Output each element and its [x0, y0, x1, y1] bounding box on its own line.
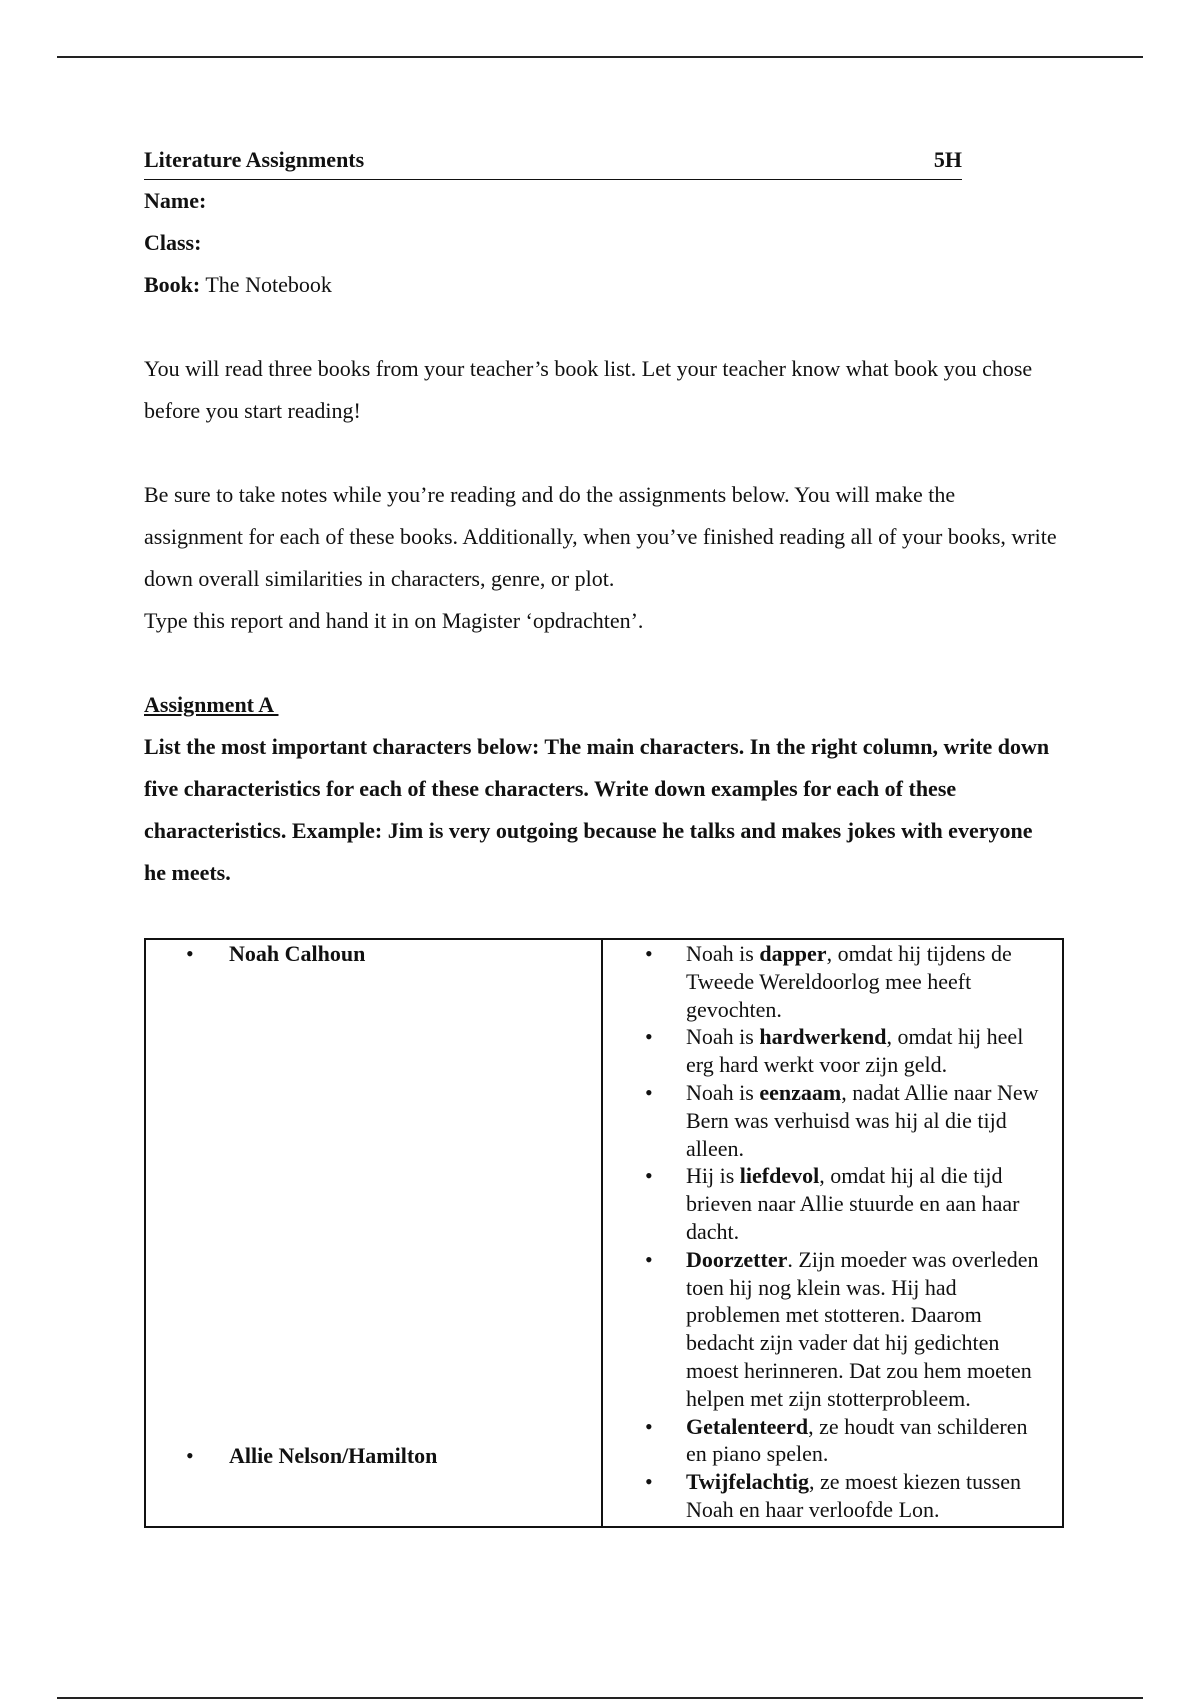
- trait-keyword: hardwerkend: [759, 1024, 887, 1050]
- bullet-icon: •: [645, 941, 653, 966]
- trait-keyword: dapper: [759, 941, 827, 966]
- name-field: Name:: [144, 188, 207, 213]
- traits-list: [603, 940, 1062, 1524]
- trait-prefix: Noah is: [686, 1079, 760, 1105]
- trait-item: [603, 1246, 1062, 1413]
- trait-prefix: Noah is: [686, 1024, 760, 1050]
- class-level: 5H: [933, 147, 962, 172]
- trait-keyword: eenzaam: [759, 1079, 842, 1105]
- bullet-icon: •: [645, 1024, 653, 1050]
- trait-item: [603, 940, 1062, 1023]
- trait-example: , omdat hij heel erg hard werkt voor zijn geld.: [686, 1024, 1024, 1078]
- intro-paragraph-3: Type this report and hand it in on Magister ‘opdrachten’.: [144, 608, 644, 633]
- assignment-heading: Assignment A: [144, 692, 279, 717]
- bullet-icon: •: [645, 1469, 653, 1495]
- intro-paragraph-2: Be sure to take notes while you’re reading and do the assignments below. You will make the assignment for each of these books. Additionally, when you’ve finished reading all of your books, write down overall similarities in characters, genre, or plot.: [144, 482, 1057, 591]
- bullet-icon: •: [645, 1413, 653, 1439]
- trait-keyword: liefdevol: [739, 1163, 820, 1189]
- book-field: [144, 264, 1064, 306]
- top-rule: [57, 56, 1143, 58]
- trait-example: , nadat Allie naar New Bern was verhuisd was hij al die tijd alleen.: [686, 1079, 1039, 1161]
- character-name: Allie Nelson/Hamilton: [229, 1443, 438, 1468]
- book-value: The Notebook: [205, 272, 332, 297]
- document-body: [144, 138, 1064, 894]
- trait-item: [603, 1023, 1062, 1079]
- trait-keyword: Doorzetter: [686, 1246, 788, 1272]
- trait-example: , omdat hij al die tijd brieven naar Allie stuurde en aan haar dacht.: [686, 1163, 1020, 1244]
- character-name: Noah Calhoun: [229, 941, 366, 966]
- characters-table: [144, 938, 1064, 1528]
- trait-prefix: Noah is: [686, 941, 760, 966]
- trait-keyword: Getalenteerd: [686, 1413, 809, 1439]
- bullet-icon: •: [645, 1163, 653, 1189]
- bullet-icon: •: [645, 1246, 653, 1272]
- trait-prefix: Hij is: [686, 1163, 740, 1189]
- document-title-line: [144, 138, 962, 180]
- intro-paragraph-1: You will read three books from your teacher’s book list. Let your teacher know what book you chose before you start reading!: [144, 356, 1033, 423]
- trait-item: [603, 1079, 1062, 1162]
- trait-item: [603, 1413, 1062, 1469]
- trait-item: [603, 1162, 1062, 1245]
- trait-example: , omdat hij tijdens de Tweede Wereldoorlog mee heeft gevochten.: [686, 941, 1012, 1022]
- trait-keyword: Twijfelachtig: [686, 1469, 810, 1495]
- character-item-allie: [186, 1442, 437, 1470]
- character-item-noah: [186, 940, 365, 968]
- characters-column: [145, 939, 602, 1527]
- bullet-icon: •: [186, 1443, 194, 1468]
- trait-example: . Zijn moeder was overleden toen hij nog klein was. Hij had problemen met stotteren. Daarom bedacht zijn vader dat hij gedichten moest herinneren. Dat zou hem moeten helpen met zijn stotterprobleem.: [686, 1246, 1039, 1411]
- assignment-instructions: List the most important characters below: The main characters. In the right column, write down five characteristics for each of these characters. Write down examples for each of these characteristics. Example: Jim is very outgoing because he talks and makes jokes with everyone he meets.: [144, 734, 1050, 885]
- trait-example: , ze moest kiezen tussen Noah en haar verloofde Lon.: [686, 1469, 1022, 1522]
- bottom-rule: [57, 1697, 1143, 1699]
- bullet-icon: •: [186, 941, 194, 966]
- bullet-icon: •: [645, 1079, 653, 1105]
- class-field: Class:: [144, 230, 202, 255]
- book-label: Book:: [144, 272, 201, 297]
- document-title: Literature Assignments: [144, 147, 365, 172]
- trait-item: [603, 1468, 1062, 1524]
- trait-example: , ze houdt van schilderen en piano spelen.: [686, 1413, 1028, 1467]
- traits-column: [602, 939, 1063, 1527]
